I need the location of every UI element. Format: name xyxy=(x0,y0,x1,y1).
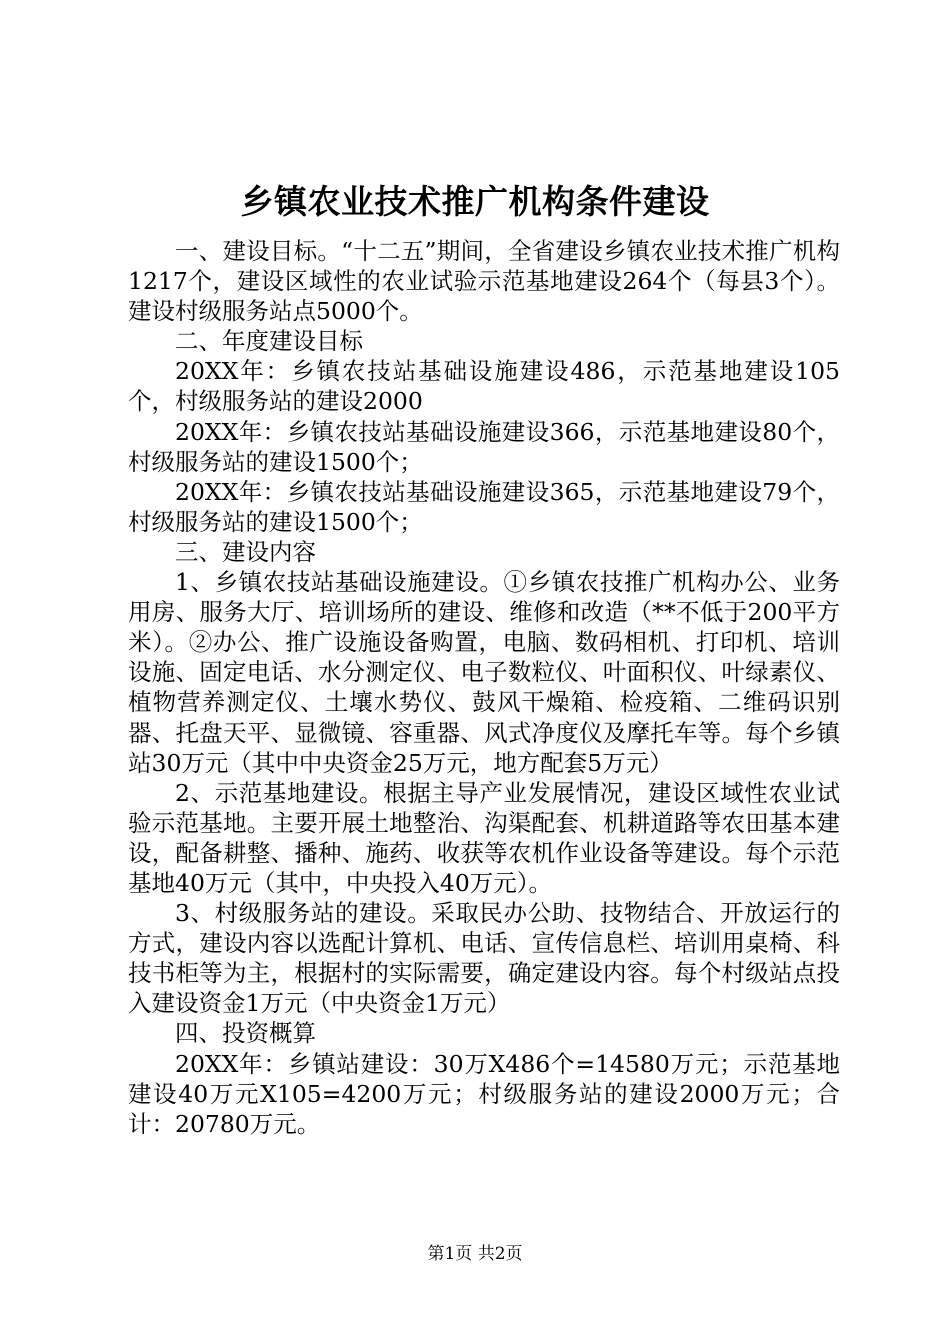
paragraph-construction-goal: 一、建设目标。“十二五”期间，全省建设乡镇农业技术推广机构1217个，建设区域性的农业试验示范基地建设264个（每县3个）。建设村级服务站点5000个。 xyxy=(128,237,840,326)
paragraph-year-1: 20XX年：乡镇农技站基础设施建设486，示范基地建设105个，村级服务站的建设2000 xyxy=(128,357,840,416)
paragraph-demo-base: 2、示范基地建设。根据主导产业发展情况，建设区域性农业试验示范基地。主要开展土地整治、沟渠配套、机耕道路等农田基本建设，配备耕整、播种、施药、收获等农机作业设备等建设。每个示范基地40万元（其中，中央投入40万元）。 xyxy=(128,778,840,897)
page-number-footer: 第1页 共2页 xyxy=(427,1244,523,1264)
paragraph-investment-total: 20XX年：乡镇站建设：30万X486个=14580万元；示范基地建设40万元X105=4200万元；村级服务站的建设2000万元；合计：20780万元。 xyxy=(128,1049,840,1138)
document-title: 乡镇农业技术推广机构条件建设 xyxy=(240,182,710,221)
heading-annual-goals: 二、年度建设目标 xyxy=(175,327,363,356)
paragraph-year-3: 20XX年：乡镇农技站基础设施建设365，示范基地建设79个，村级服务站的建设1500个； xyxy=(128,477,840,536)
paragraph-township-station: 1、乡镇农技站基础设施建设。①乡镇农技推广机构办公、业务用房、服务大厅、培训场所的建设、维修和改造（**不低于200平方米）。②办公、推广设施设备购置，电脑、数码相机、打印机、培训设施、固定电话、水分测定仪、电子数粒仪、叶面积仪、叶绿素仪、植物营养测定仪、土壤水势仪、鼓风干燥箱、检疫箱、二维码识别器、托盘天平、显微镜、容重器、风式净度仪及摩托车等。每个乡镇站30万元（其中中央资金25万元，地方配套5万元） xyxy=(128,568,840,777)
heading-investment-estimate: 四、投资概算 xyxy=(175,1019,316,1048)
heading-construction-content: 三、建设内容 xyxy=(175,537,316,566)
document-body xyxy=(128,236,840,1139)
paragraph-year-2: 20XX年：乡镇农技站基础设施建设366，示范基地建设80个，村级服务站的建设1500个； xyxy=(128,417,840,476)
paragraph-village-station: 3、村级服务站的建设。采取民办公助、技物结合、开放运行的方式，建设内容以选配计算机、电话、宣传信息栏、培训用桌椅、科技书柜等为主，根据村的实际需要，确定建设内容。每个村级站点投入建设资金1万元（中央资金1万元） xyxy=(128,899,840,1018)
